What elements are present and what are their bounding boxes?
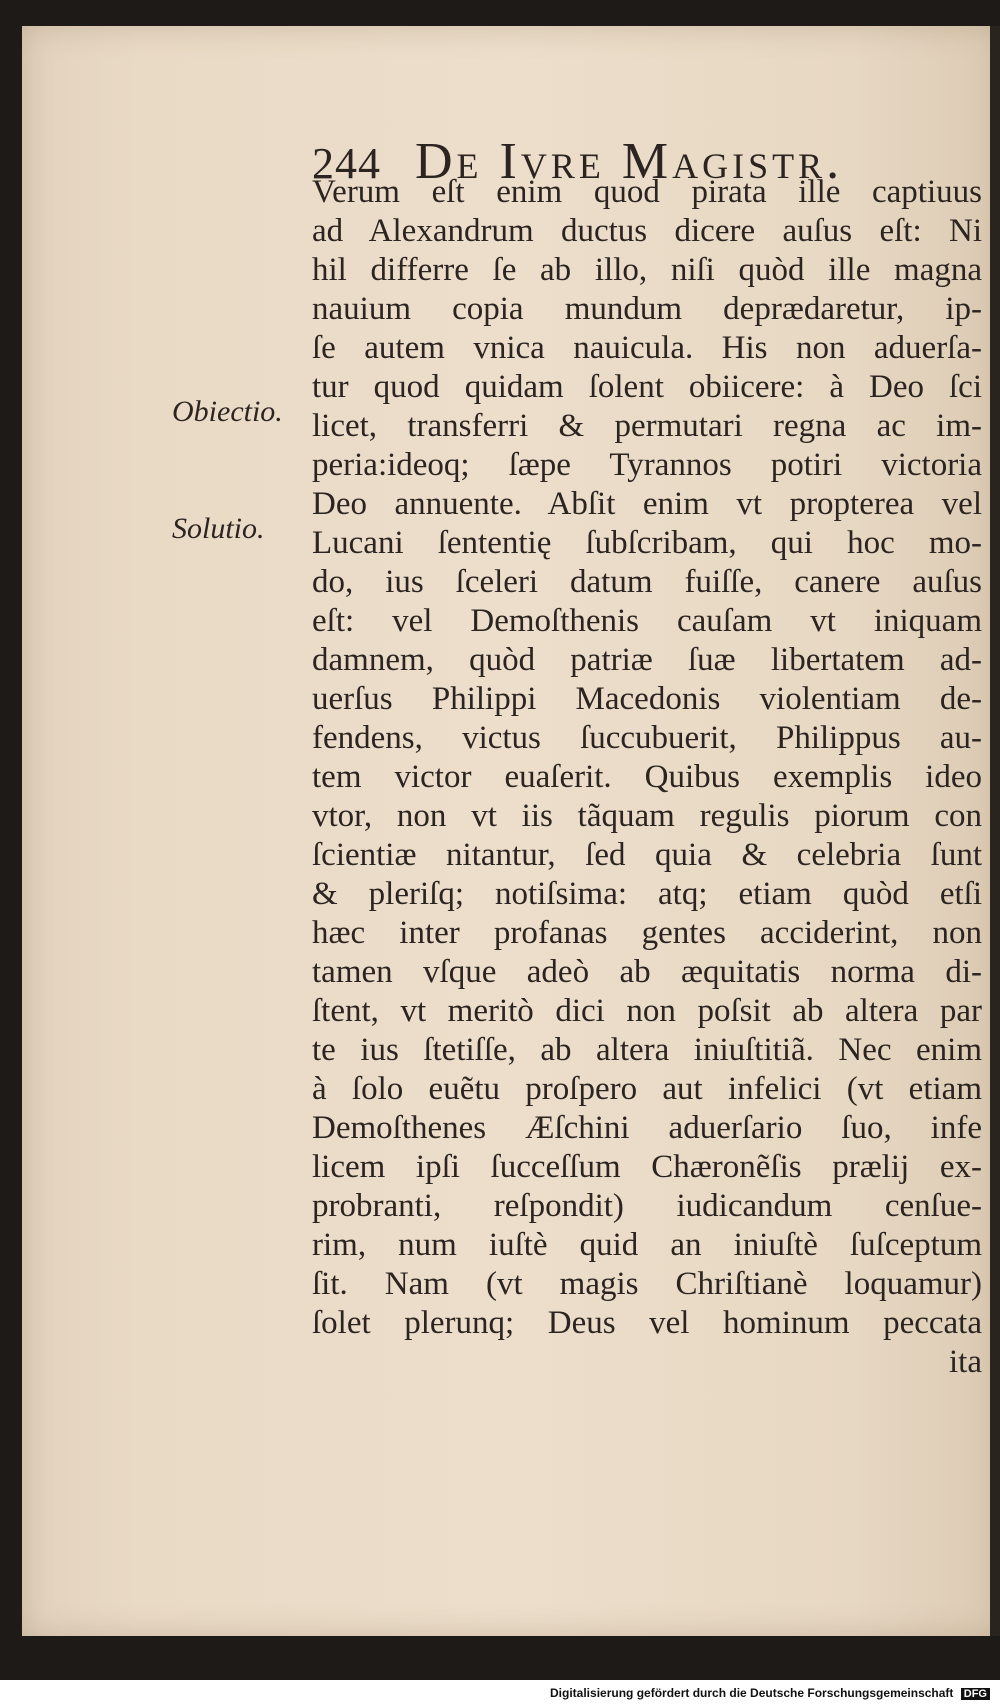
- text-line: te ius ſtetiſſe, ab altera iniuſtitiã. Nec enim: [312, 1032, 982, 1068]
- text-line: nauium copia mundum deprædaretur, ip-: [312, 291, 982, 327]
- running-title: De Ivre Magistr.: [415, 133, 844, 190]
- text-line: tem victor euaſerit. Quibus exemplis ideo: [312, 759, 982, 795]
- text-line: à ſolo euẽtu proſpero aut infelici (vt etiam: [312, 1071, 982, 1107]
- text-line: ſolet plerunq; Deus vel hominum peccata: [312, 1305, 982, 1341]
- text-line: vtor, non vt iis tãquam regulis piorum con: [312, 798, 982, 834]
- text-line: tamen vſque adeò ab æquitatis norma di-: [312, 954, 982, 990]
- text-line: licem ipſi ſucceſſum Chæronẽſis prælij ex-: [312, 1149, 982, 1185]
- text-line: Demoſthenes Æſchini aduerſario ſuo, infe: [312, 1110, 982, 1146]
- catchword: ita: [949, 1344, 982, 1380]
- text-line: hil differre ſe ab illo, niſi quòd ille magna: [312, 252, 982, 288]
- text-line: peria:ideoq; ſæpe Tyrannos potiri victoria: [312, 447, 982, 483]
- dfg-logo: DFG: [961, 1688, 990, 1700]
- text-line: & pleriſq; notiſsima: atq; etiam quòd etſi: [312, 876, 982, 912]
- text-line: ſtent, vt meritò dici non poſsit ab altera par: [312, 993, 982, 1029]
- text-line: do, ius ſceleri datum fuiſſe, canere auſus: [312, 564, 982, 600]
- text-line: fendens, victus ſuccubuerit, Philippus au-: [312, 720, 982, 756]
- text-line: damnem, quòd patriæ ſuæ libertatem ad-: [312, 642, 982, 678]
- text-line: rim, num iuſtè quid an iniuſtè ſuſceptum: [312, 1227, 982, 1263]
- text-line: hæc inter profanas gentes acciderint, non: [312, 915, 982, 951]
- text-line: Deo annuente. Abſit enim vt propterea vel: [312, 486, 982, 522]
- funding-note: Digitalisierung gefördert durch die Deutsche Forschungsgemeinschaft: [550, 1686, 954, 1700]
- funding-footer: [550, 1686, 990, 1700]
- margin-note-solution: Solutio.: [172, 512, 265, 545]
- page-edge-shadow: [990, 26, 1000, 1636]
- page-number: 244: [312, 139, 381, 188]
- text-line: probranti, reſpondit) iudicandum cenſue-: [312, 1188, 982, 1224]
- text-line: ſcientiæ nitantur, ſed quia & celebria ſunt: [312, 837, 982, 873]
- text-line: ad Alexandrum ductus dicere auſus eſt: Ni: [312, 213, 982, 249]
- body-text: [312, 173, 982, 1382]
- text-line: Verum eſt enim quod pirata ille captiuus: [312, 174, 982, 210]
- text-line: licet, transferri & permutari regna ac im-: [312, 408, 982, 444]
- text-line: tur quod quidam ſolent obiicere: à Deo ſci: [312, 369, 982, 405]
- margin-note-objection: Obiectio.: [172, 395, 283, 428]
- text-line: Lucani ſententię ſubſcribam, qui hoc mo-: [312, 525, 982, 561]
- text-line: ſe autem vnica nauicula. His non aduerſa-: [312, 330, 982, 366]
- text-line: ſit. Nam (vt magis Chriſtianè loquamur): [312, 1266, 982, 1302]
- text-line: eſt: vel Demoſthenis cauſam vt iniquam: [312, 603, 982, 639]
- text-line: uerſus Philippi Macedonis violentiam de-: [312, 681, 982, 717]
